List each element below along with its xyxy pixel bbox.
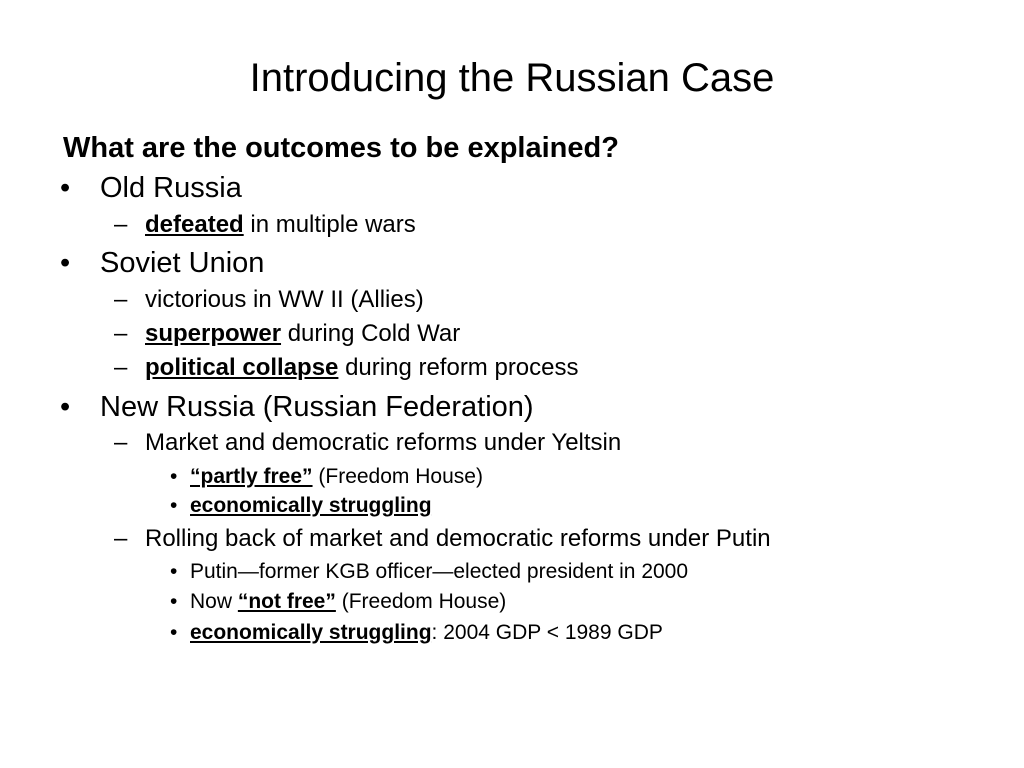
sub-bullet-text: in multiple wars <box>243 211 416 238</box>
point-text: : 2004 GDP < 1989 GDP <box>431 621 663 644</box>
sub-bullet-text: Market and democratic reforms under Yeltsin <box>145 429 622 456</box>
bullet-label: New Russia (Russian Federation) <box>100 391 534 423</box>
bullet-label: Soviet Union <box>100 247 265 279</box>
point-marker: • <box>170 465 178 488</box>
bullet-label: Old Russia <box>100 172 242 204</box>
slide-heading: What are the outcomes to be explained? <box>63 132 619 164</box>
emphasis-text: “partly free” <box>190 465 313 488</box>
emphasis-text: economically struggling <box>190 621 432 644</box>
bullet-marker: • <box>60 247 71 279</box>
sub-bullet-text: victorious in WW II (Allies) <box>145 286 424 313</box>
dash-marker: – <box>114 286 128 313</box>
sub-bullet-text: during Cold War <box>281 320 461 347</box>
sub-bullet-text: Rolling back of market and democratic reforms under Putin <box>145 525 771 552</box>
emphasis-text: defeated <box>145 211 244 238</box>
point-marker: • <box>170 560 178 583</box>
dash-marker: – <box>114 354 128 381</box>
dash-marker: – <box>114 211 128 238</box>
slide-title: Introducing the Russian Case <box>249 56 775 100</box>
emphasis-text: political collapse <box>145 354 339 381</box>
point-text: (Freedom House) <box>335 590 507 613</box>
dash-marker: – <box>114 525 128 552</box>
emphasis-text: “not free” <box>237 590 336 613</box>
point-text: (Freedom House) <box>312 465 483 488</box>
sub-bullet-text: during reform process <box>338 354 579 381</box>
point-prefix: Now <box>190 590 238 613</box>
emphasis-text: superpower <box>145 320 282 347</box>
point-text: Putin—former KGB officer—elected president in 2000 <box>190 560 689 583</box>
emphasis-text: economically struggling <box>190 494 432 517</box>
dash-marker: – <box>114 429 128 456</box>
point-marker: • <box>170 494 178 517</box>
point-marker: • <box>170 621 178 644</box>
point-marker: • <box>170 590 178 613</box>
dash-marker: – <box>114 320 128 347</box>
bullet-marker: • <box>60 391 71 423</box>
bullet-marker: • <box>60 172 71 204</box>
